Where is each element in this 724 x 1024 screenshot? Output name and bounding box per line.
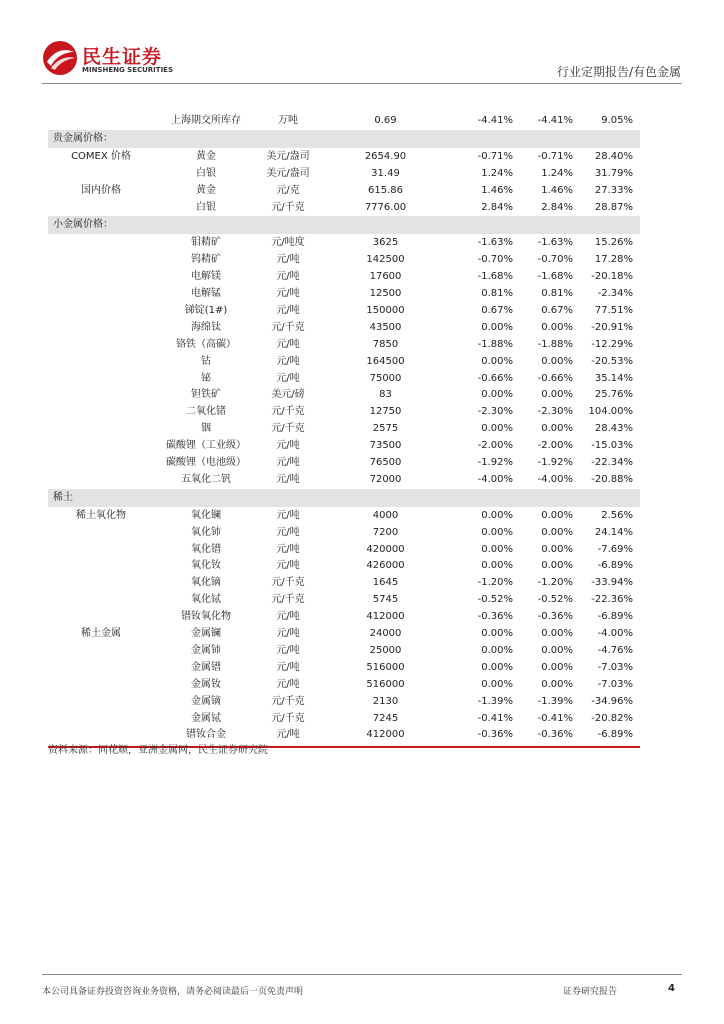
cell-item: 氧化镧 [191, 509, 221, 521]
cell-change-2: -1.88% [537, 338, 573, 350]
cell-change-ytd: -33.94% [591, 577, 633, 589]
cell-change-2: -1.39% [537, 695, 573, 707]
cell-change-2: -4.41% [537, 115, 573, 126]
cell-price: 17600 [369, 271, 402, 283]
cell-item: 二氧化锗 [186, 406, 226, 418]
table-row [48, 286, 640, 303]
cell-item: 五氧化二钒 [181, 473, 231, 485]
cell-price: 7245 [372, 712, 399, 724]
cell-change-ytd: 28.40% [594, 150, 633, 162]
cell-item: 金属铽 [191, 712, 221, 724]
table-row [48, 200, 640, 217]
cell-change-2: 0.00% [541, 628, 573, 640]
cell-price: 7776.00 [364, 201, 407, 213]
cell-price: 150000 [366, 305, 405, 317]
cell-price: 2654.90 [364, 150, 407, 162]
cell-change-2: -0.70% [537, 254, 573, 266]
cell-price: 43500 [369, 321, 402, 333]
cell-unit: 元/千克 [271, 712, 305, 724]
page-number: 4 [668, 983, 675, 994]
cell-change-1: 0.00% [481, 526, 513, 538]
cell-change-1: -1.88% [477, 338, 513, 350]
cell-unit: 元/吨 [276, 678, 300, 690]
table-row [48, 149, 640, 166]
cell-price: 516000 [366, 678, 405, 690]
cell-unit: 元/吨 [276, 543, 300, 555]
cell-item: 氧化镝 [191, 577, 221, 589]
cell-item: 钽铁矿 [191, 389, 221, 401]
table-row [48, 575, 640, 592]
cell-price: 2575 [372, 423, 399, 435]
cell-change-ytd: 27.33% [594, 184, 633, 196]
cell-unit: 元/千克 [271, 201, 305, 213]
cell-change-2: -2.30% [537, 406, 573, 418]
cell-change-ytd: 2.56% [601, 509, 633, 521]
cell-change-1: 0.00% [481, 355, 513, 367]
cell-change-ytd: -12.29% [591, 338, 633, 350]
cell-price: 83 [379, 389, 392, 401]
table-row [48, 166, 640, 183]
cell-item: 金属铈 [191, 644, 221, 656]
cell-change-2: -0.41% [537, 712, 573, 724]
cell-price: 72000 [369, 473, 402, 485]
cell-unit: 美元/磅 [271, 389, 305, 401]
cell-change-2: -2.00% [537, 440, 573, 452]
cell-change-1: -1.63% [477, 237, 513, 249]
cell-unit: 元/克 [276, 184, 300, 196]
table-row [48, 269, 640, 286]
cell-item: 铟 [201, 423, 211, 435]
cell-change-1: -0.36% [477, 729, 513, 741]
table-row [48, 626, 640, 643]
cell-item: 锑锭(1#) [184, 305, 228, 317]
cell-unit: 元/吨 [276, 560, 300, 572]
cell-change-2: 0.67% [541, 305, 573, 317]
table-row [48, 320, 640, 337]
cell-item: 氧化铽 [191, 594, 221, 606]
table-row [48, 660, 640, 677]
table-row [48, 387, 640, 404]
cell-change-1: 0.00% [481, 543, 513, 555]
cell-item: 钼精矿 [191, 237, 221, 249]
cell-change-ytd: -4.76% [597, 644, 633, 656]
cell-change-2: -1.63% [537, 237, 573, 249]
cell-unit: 元/吨 [276, 628, 300, 640]
cell-change-1: -2.00% [477, 440, 513, 452]
cell-change-1: -0.52% [477, 594, 513, 606]
cell-item: 白银 [196, 167, 216, 179]
cell-change-ytd: 77.51% [594, 305, 633, 317]
cell-unit: 元/吨度 [271, 237, 305, 249]
cell-item: 黄金 [196, 184, 216, 196]
table-row [48, 455, 640, 472]
cell-change-ytd: -6.89% [597, 611, 633, 623]
cell-unit: 元/吨 [276, 288, 300, 300]
cell-change-ytd: -22.36% [591, 594, 633, 606]
cell-item: 金属钕 [191, 678, 221, 690]
cell-change-1: 0.00% [481, 678, 513, 690]
cell-change-ytd: 28.43% [594, 423, 633, 435]
cell-change-ytd: -22.34% [591, 457, 633, 469]
cell-item: 白银 [196, 201, 216, 213]
cell-change-ytd: -20.18% [591, 271, 633, 283]
cell-price: 0.69 [374, 115, 397, 126]
cell-category: 稀土金属 [81, 628, 121, 640]
cell-price: 24000 [369, 628, 402, 640]
cell-change-ytd: -20.91% [591, 321, 633, 333]
cell-unit: 元/千克 [271, 577, 305, 589]
cell-change-2: 0.00% [541, 509, 573, 521]
cell-change-ytd: -7.69% [597, 543, 633, 555]
footer-divider [42, 974, 682, 975]
cell-unit: 万吨 [278, 115, 298, 126]
cell-price: 412000 [366, 729, 405, 741]
cell-category: 国内价格 [81, 184, 121, 196]
cell-unit: 元/吨 [276, 355, 300, 367]
cell-change-1: -0.41% [477, 712, 513, 724]
table-row [48, 183, 640, 200]
table-row [48, 525, 640, 542]
cell-change-1: -0.36% [477, 611, 513, 623]
cell-change-2: 0.00% [541, 423, 573, 435]
cell-item: 氧化钕 [191, 560, 221, 572]
table-row [48, 235, 640, 252]
table-row [48, 643, 640, 660]
cell-price: 12500 [369, 288, 402, 300]
cell-change-2: 0.00% [541, 678, 573, 690]
price-table [48, 113, 640, 748]
section-header: 贵金属价格： [48, 130, 640, 149]
cell-change-2: 0.00% [541, 661, 573, 673]
cell-unit: 美元/盎司 [266, 167, 310, 179]
cell-change-2: 0.00% [541, 321, 573, 333]
cell-change-1: -0.70% [477, 254, 513, 266]
cell-price: 31.49 [371, 167, 400, 179]
cell-price: 76500 [369, 457, 402, 469]
table-row [48, 252, 640, 269]
cell-price: 412000 [366, 611, 405, 623]
cell-price: 4000 [372, 509, 399, 521]
cell-unit: 元/吨 [276, 305, 300, 317]
cell-change-2: 0.81% [541, 288, 573, 300]
footer-disclaimer: 本公司具备证券投资咨询业务资格，请务必阅读最后一页免责声明 [42, 987, 304, 997]
cell-change-ytd: -4.00% [597, 628, 633, 640]
cell-unit: 元/吨 [276, 611, 300, 623]
cell-change-1: 0.00% [481, 661, 513, 673]
cell-change-ytd: -20.88% [591, 473, 633, 485]
cell-unit: 元/吨 [276, 254, 300, 266]
cell-price: 2130 [372, 695, 399, 707]
logo-english-name: MINSHENG SECURITIES [82, 66, 173, 74]
cell-change-2: 0.00% [541, 526, 573, 538]
cell-unit: 元/吨 [276, 729, 300, 741]
table-row [48, 694, 640, 711]
cell-change-2: -4.00% [537, 473, 573, 485]
cell-change-ytd: 24.14% [594, 526, 633, 538]
table-row [48, 421, 640, 438]
cell-change-1: 1.24% [481, 167, 513, 179]
table-row [48, 677, 640, 694]
cell-change-1: 0.00% [481, 560, 513, 572]
cell-change-2: -0.66% [537, 372, 573, 384]
cell-change-1: -4.00% [477, 473, 513, 485]
table-row [48, 113, 640, 130]
cell-change-1: -0.66% [477, 372, 513, 384]
document-type: 行业定期报告/有色金属 [556, 65, 681, 79]
cell-item: 碳酸锂（工业级） [166, 440, 246, 452]
cell-change-2: -1.20% [537, 577, 573, 589]
cell-change-1: -0.71% [477, 150, 513, 162]
cell-unit: 元/千克 [271, 321, 305, 333]
cell-change-1: -4.41% [477, 115, 513, 126]
cell-price: 5745 [372, 594, 399, 606]
cell-change-ytd: -20.82% [591, 712, 633, 724]
cell-price: 420000 [366, 543, 405, 555]
logo-mark-icon [42, 40, 78, 76]
cell-change-1: 0.00% [481, 509, 513, 521]
cell-change-ytd: 35.14% [594, 372, 633, 384]
cell-unit: 元/吨 [276, 473, 300, 485]
cell-change-1: 0.00% [481, 389, 513, 401]
cell-category: COMEX 价格 [71, 150, 131, 162]
cell-change-ytd: 15.26% [594, 237, 633, 249]
cell-item: 碳酸锂（电池级） [166, 457, 246, 469]
cell-item: 镨钕合金 [186, 729, 226, 741]
cell-change-2: 0.00% [541, 543, 573, 555]
cell-item: 黄金 [196, 150, 216, 162]
cell-change-1: 0.00% [481, 644, 513, 656]
cell-price: 75000 [369, 372, 402, 384]
cell-unit: 元/吨 [276, 457, 300, 469]
table-row [48, 472, 640, 489]
cell-item: 铬铁（高碳） [176, 338, 236, 350]
footer-report-type: 证券研究报告 [563, 987, 618, 997]
cell-price: 12750 [369, 406, 402, 418]
table-row [48, 558, 640, 575]
cell-change-1: -1.39% [477, 695, 513, 707]
cell-change-2: -0.36% [537, 611, 573, 623]
cell-change-ytd: -15.03% [591, 440, 633, 452]
cell-unit: 元/吨 [276, 271, 300, 283]
cell-price: 3625 [372, 237, 399, 249]
cell-change-1: 2.84% [481, 201, 513, 213]
cell-change-ytd: 28.87% [594, 201, 633, 213]
page-header [0, 0, 724, 86]
cell-price: 615.86 [368, 184, 403, 196]
cell-unit: 元/吨 [276, 509, 300, 521]
cell-item: 金属镨 [191, 661, 221, 673]
cell-price: 1645 [372, 577, 399, 589]
table-row [48, 354, 640, 371]
cell-change-ytd: -7.03% [597, 678, 633, 690]
cell-price: 73500 [369, 440, 402, 452]
cell-change-2: 0.00% [541, 355, 573, 367]
cell-change-1: -1.92% [477, 457, 513, 469]
cell-change-ytd: 104.00% [588, 406, 633, 418]
cell-price: 7850 [372, 338, 399, 350]
cell-change-ytd: 31.79% [594, 167, 633, 179]
cell-change-2: 2.84% [541, 201, 573, 213]
table-row [48, 438, 640, 455]
cell-price: 426000 [366, 560, 405, 572]
cell-unit: 元/吨 [276, 661, 300, 673]
cell-change-ytd: -6.89% [597, 560, 633, 572]
cell-change-2: 0.00% [541, 644, 573, 656]
cell-change-ytd: -2.34% [597, 288, 633, 300]
cell-price: 164500 [366, 355, 405, 367]
table-row [48, 371, 640, 388]
cell-unit: 元/吨 [276, 440, 300, 452]
cell-item: 电解镁 [191, 271, 221, 283]
cell-change-1: 0.00% [481, 628, 513, 640]
cell-change-ytd: 25.76% [594, 389, 633, 401]
cell-item: 氧化铈 [191, 526, 221, 538]
cell-unit: 元/千克 [271, 695, 305, 707]
table-row [48, 609, 640, 626]
cell-change-1: -1.20% [477, 577, 513, 589]
cell-change-ytd: -34.96% [591, 695, 633, 707]
table-row [48, 711, 640, 728]
table-row [48, 404, 640, 421]
table-row [48, 508, 640, 525]
cell-change-1: 0.67% [481, 305, 513, 317]
cell-change-ytd: 17.28% [594, 254, 633, 266]
cell-change-ytd: -6.89% [597, 729, 633, 741]
cell-change-2: 1.46% [541, 184, 573, 196]
section-header: 小金属价格： [48, 216, 640, 235]
cell-unit: 元/千克 [271, 423, 305, 435]
cell-unit: 元/千克 [271, 406, 305, 418]
cell-item: 海绵钛 [191, 321, 221, 333]
cell-unit: 元/吨 [276, 526, 300, 538]
cell-change-1: -1.68% [477, 271, 513, 283]
cell-item: 铋 [201, 372, 211, 384]
cell-item: 钴 [201, 355, 211, 367]
cell-change-1: 0.81% [481, 288, 513, 300]
cell-unit: 美元/盎司 [266, 150, 310, 162]
cell-item: 镨钕氧化物 [181, 611, 231, 623]
cell-price: 7200 [372, 526, 399, 538]
cell-item: 电解锰 [191, 288, 221, 300]
table-row [48, 337, 640, 354]
logo-chinese-name: 民生证券 [82, 46, 163, 68]
cell-change-ytd: 9.05% [601, 115, 633, 126]
table-row [48, 542, 640, 559]
cell-unit: 元/吨 [276, 644, 300, 656]
cell-change-1: 0.00% [481, 321, 513, 333]
cell-change-2: 0.00% [541, 560, 573, 572]
table-row [48, 592, 640, 609]
cell-item: 氧化镨 [191, 543, 221, 555]
cell-price: 142500 [366, 254, 405, 266]
cell-change-2: -1.92% [537, 457, 573, 469]
cell-item: 上海期交所库存 [171, 115, 241, 126]
data-source-note: 资料来源：同花顺，亚洲金属网，民生证券研究院 [48, 745, 268, 756]
cell-change-2: 1.24% [541, 167, 573, 179]
cell-change-2: -1.68% [537, 271, 573, 283]
cell-category: 稀土氧化物 [76, 509, 126, 521]
cell-change-2: 0.00% [541, 389, 573, 401]
cell-item: 钨精矿 [191, 254, 221, 266]
header-divider [42, 83, 682, 84]
cell-item: 金属镧 [191, 628, 221, 640]
cell-unit: 元/吨 [276, 372, 300, 384]
cell-change-2: -0.36% [537, 729, 573, 741]
cell-change-2: -0.71% [537, 150, 573, 162]
cell-change-2: -0.52% [537, 594, 573, 606]
table-row [48, 303, 640, 320]
cell-change-1: 0.00% [481, 423, 513, 435]
cell-price: 25000 [369, 644, 402, 656]
cell-change-1: -2.30% [477, 406, 513, 418]
cell-change-1: 1.46% [481, 184, 513, 196]
cell-change-ytd: -7.03% [597, 661, 633, 673]
section-header: 稀土 [48, 489, 640, 508]
cell-unit: 元/吨 [276, 338, 300, 350]
company-logo [42, 40, 182, 78]
cell-unit: 元/千克 [271, 594, 305, 606]
cell-item: 金属镝 [191, 695, 221, 707]
cell-price: 516000 [366, 661, 405, 673]
cell-change-ytd: -20.53% [591, 355, 633, 367]
